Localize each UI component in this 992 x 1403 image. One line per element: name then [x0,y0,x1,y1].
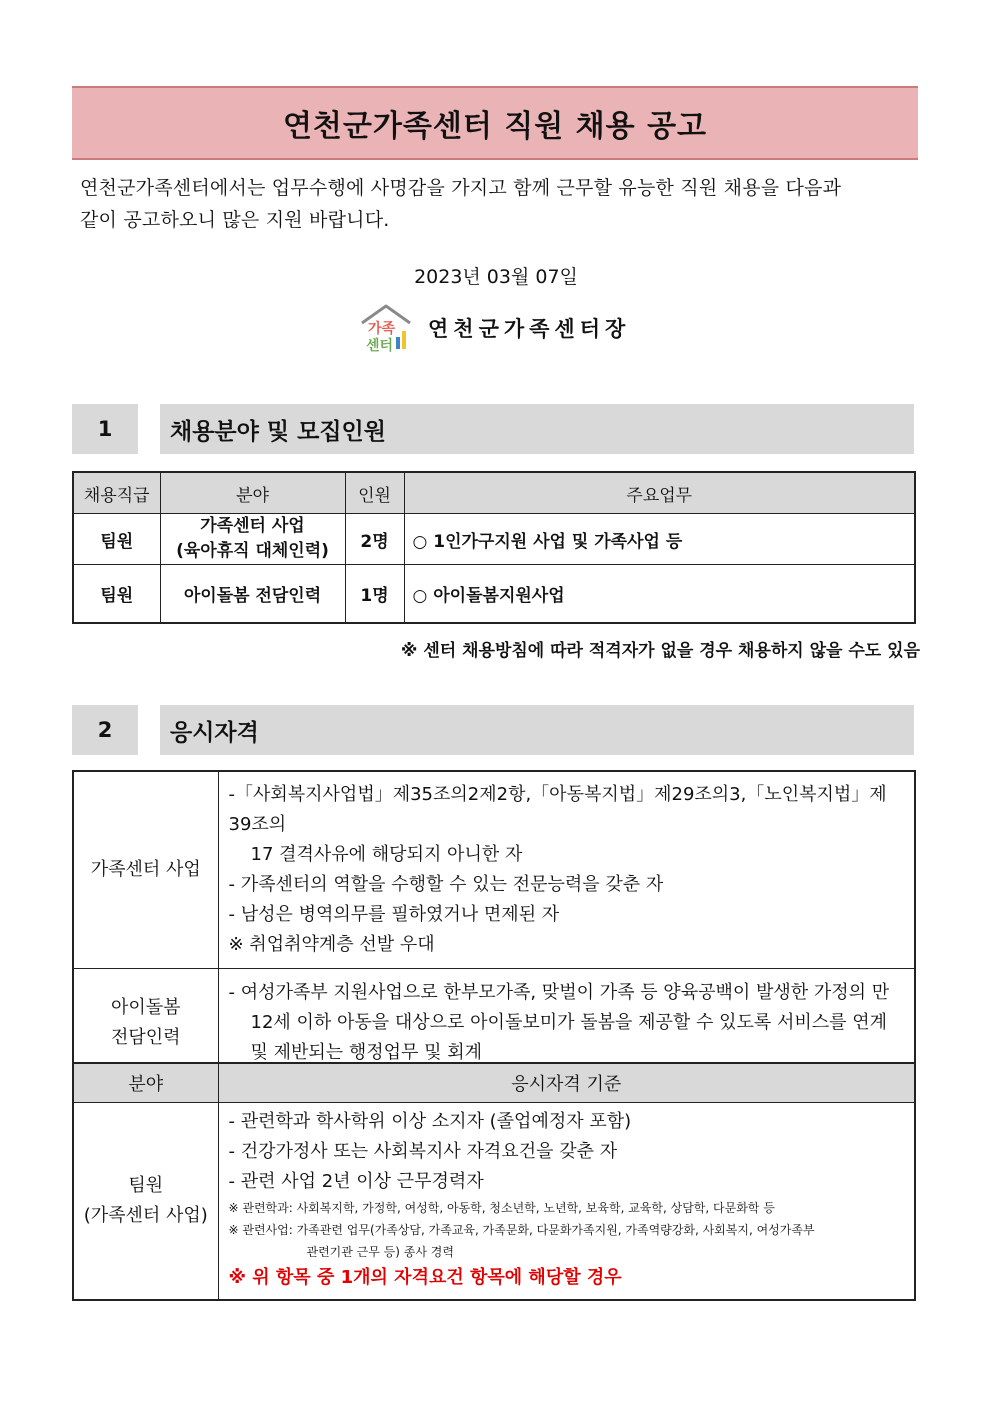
duty-cell: ○ 아이돌봄지원사업 [404,565,915,623]
column-header: 채용직급 [73,472,160,514]
section-number: 2 [72,705,138,755]
qualification-line: - 여성가족부 지원사업으로 한부모가족, 맞벌이 가족 등 양육공백이 발생한 가정의 만 [228,982,890,1004]
label-text: 팀원 [128,1175,164,1196]
logo-text: 센터 [366,338,394,353]
intro-paragraph [80,172,910,236]
qualification-line: -「사회복지사업법」제35조의2제2항,「아동복지법」제29조의3,「노인복지법」제39조의 [228,784,887,835]
column-header: 주요업무 [404,472,915,514]
section-1-header [72,404,914,454]
criteria-note: ※ 관련학과: 사회복지학, 가정학, 여성학, 아동학, 청소년학, 노년학, 보육학, 교육학, 상담학, 다문화학 등 [228,1201,775,1215]
qualification-line: 및 제반되는 행정업무 및 회계 [250,1042,483,1064]
recruitment-note: ※ 센터 채용방침에 따라 적격자가 없을 경우 채용하지 않을 수도 있음 [400,641,920,661]
qualification-line: - 남성은 병역의무를 필하였거나 면제된 자 [228,904,560,925]
qualification-line: - 가족센터의 역할을 수행할 수 있는 전문능력을 갖춘 자 [228,874,664,895]
criteria-note: 관련기관 근무 등) 종사 경력 [306,1245,454,1259]
column-header: 분야 [73,1063,218,1103]
section-title: 채용분야 및 모집인원 [160,404,914,454]
page-title: 연천군가족센터 직원 채용 공고 [72,86,918,160]
family-center-logo-icon [358,303,414,353]
logo-text: 가족 [368,321,396,337]
table-row [73,1103,915,1301]
section-title: 응시자격 [160,705,914,755]
label-text: (가족센터 사업) [83,1205,208,1226]
count-cell: 2명 [345,514,404,565]
criteria-line: - 관련학과 학사학위 이상 소지자 (졸업예정자 포함) [228,1111,632,1132]
announcement-date: 2023년 03월 07일 [414,266,578,288]
count-cell: 1명 [345,565,404,623]
intro-line: 같이 공고하오니 많은 지원 바랍니다. [80,209,390,231]
qualification-label: 가족센터 사업 [73,771,218,969]
table-row [73,514,915,565]
field-cell: 아이돌봄 전담인력 [160,565,345,623]
criteria-label [73,1103,218,1301]
column-header: 분야 [160,472,345,514]
section-number: 1 [72,404,138,454]
qualification-line: 17 결격사유에 해당되지 아니한 자 [250,844,523,865]
table-row [73,771,915,969]
qualification-line: ※ 취업취약계층 선발 우대 [228,934,435,955]
section-2-header [72,705,914,755]
qualification-body [218,771,915,969]
table-row [73,565,915,623]
criteria-note: ※ 관련사업: 가족관련 업무(가족상담, 가족교육, 가족문화, 다문화가족지원, 가족역량강화, 사회복지, 여성가족부 [228,1223,815,1237]
field-cell [160,514,345,565]
table-header-row [73,1063,915,1103]
column-header: 인원 [345,472,404,514]
duty-cell: ○ 1인가구지원 사업 및 가족사업 등 [404,514,915,565]
column-header: 응시자격 기준 [218,1063,915,1103]
label-text: 아이돌봄 [110,997,181,1019]
recruitment-table [72,471,916,624]
qualification-table [72,770,916,1080]
grade-cell: 팀원 [73,565,160,623]
criteria-line: - 건강가정사 또는 사회복지사 자격요건을 갖춘 자 [228,1141,618,1162]
organization-name: 연천군가족센터장 [428,317,631,341]
criteria-table [72,1062,916,1301]
criteria-line: - 관련 사업 2년 이상 근무경력자 [228,1171,484,1192]
qualification-line: 12세 이하 아동을 대상으로 아이돌보미가 돌봄을 제공할 수 있도록 서비스를 연계 [250,1012,888,1034]
table-header-row [73,472,915,514]
field-text: (육아휴직 대체인력) [176,541,329,561]
criteria-highlight: ※ 위 항목 중 1개의 자격요건 항목에 해당할 경우 [228,1267,622,1288]
criteria-body [218,1103,915,1301]
organization-signature [358,300,630,356]
field-text: 가족센터 사업 [200,516,305,536]
intro-line: 연천군가족센터에서는 업무수행에 사명감을 가지고 함께 근무할 유능한 직원 채용을 다음과 [80,177,842,199]
label-text: 전담인력 [110,1027,181,1049]
grade-cell: 팀원 [73,514,160,565]
